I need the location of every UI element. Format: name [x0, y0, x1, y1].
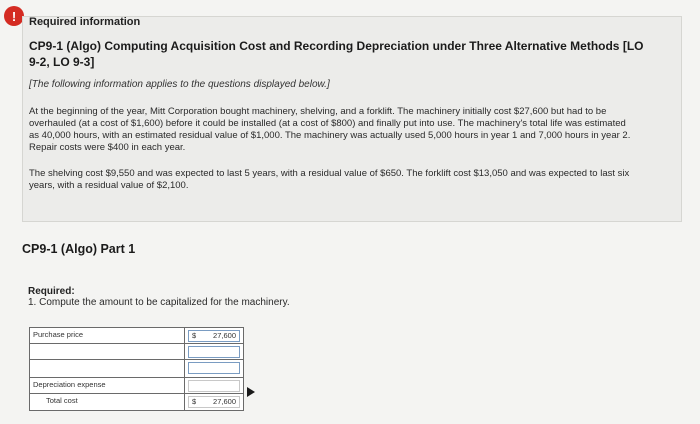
part-title: CP9-1 (Algo) Part 1	[22, 242, 136, 256]
table-row	[30, 328, 243, 344]
amount-input[interactable]	[188, 346, 240, 358]
column-divider	[184, 328, 185, 410]
total-amount-field	[188, 396, 240, 408]
dollar-sign: $	[192, 331, 197, 340]
problem-paragraph-2: The shelving cost $9,550 and was expected to last 5 years, with a residual value of $650. The forklift cost $13,050 and was expected to last six years, with a residual value of $2,100.	[29, 168, 630, 191]
amount-input[interactable]	[188, 380, 240, 392]
table-row	[30, 344, 243, 360]
capitalized-cost-table	[29, 327, 244, 411]
amount-input[interactable]	[188, 330, 240, 342]
instruction-note: [The following information applies to the questions displayed below.]	[29, 79, 330, 90]
required-label: Required:	[28, 286, 75, 297]
mouse-cursor-icon	[247, 387, 255, 397]
amount-value: 27,600	[213, 331, 236, 340]
problem-title: CP9-1 (Algo) Computing Acquisition Cost and Recording Depreciation under Three Alternative Methods [LO 9-2, LO 9-3]	[29, 39, 644, 69]
alert-icon: !	[4, 6, 24, 26]
table-row-total	[30, 394, 243, 410]
total-label: Total cost	[46, 396, 78, 405]
dollar-sign: $	[192, 397, 197, 406]
required-item: 1. Compute the amount to be capitalized for the machinery.	[28, 297, 290, 308]
table-row	[30, 378, 243, 394]
row-label[interactable]: Depreciation expense	[33, 380, 106, 389]
table-row	[30, 360, 243, 378]
row-label[interactable]: Purchase price	[33, 330, 84, 339]
total-amount-value: 27,600	[213, 397, 236, 406]
amount-input[interactable]	[188, 362, 240, 374]
required-information-title: Required information	[29, 16, 141, 28]
problem-paragraph-1: At the beginning of the year, Mitt Corporation bought machinery, shelving, and a forklift. The machinery initially cost $27,600 but had to be overhauled (at a cost of $1,600) before it could be installed (at a cost of $800) and finally put into use. The machinery's total life was estimated as 40,000 hours, with an estimated residual value of $1,000. The machinery was actually used 5,000 hours in year 1 and 7,000 hours in year 2. Repair costs were $400 in each year.	[29, 106, 631, 153]
